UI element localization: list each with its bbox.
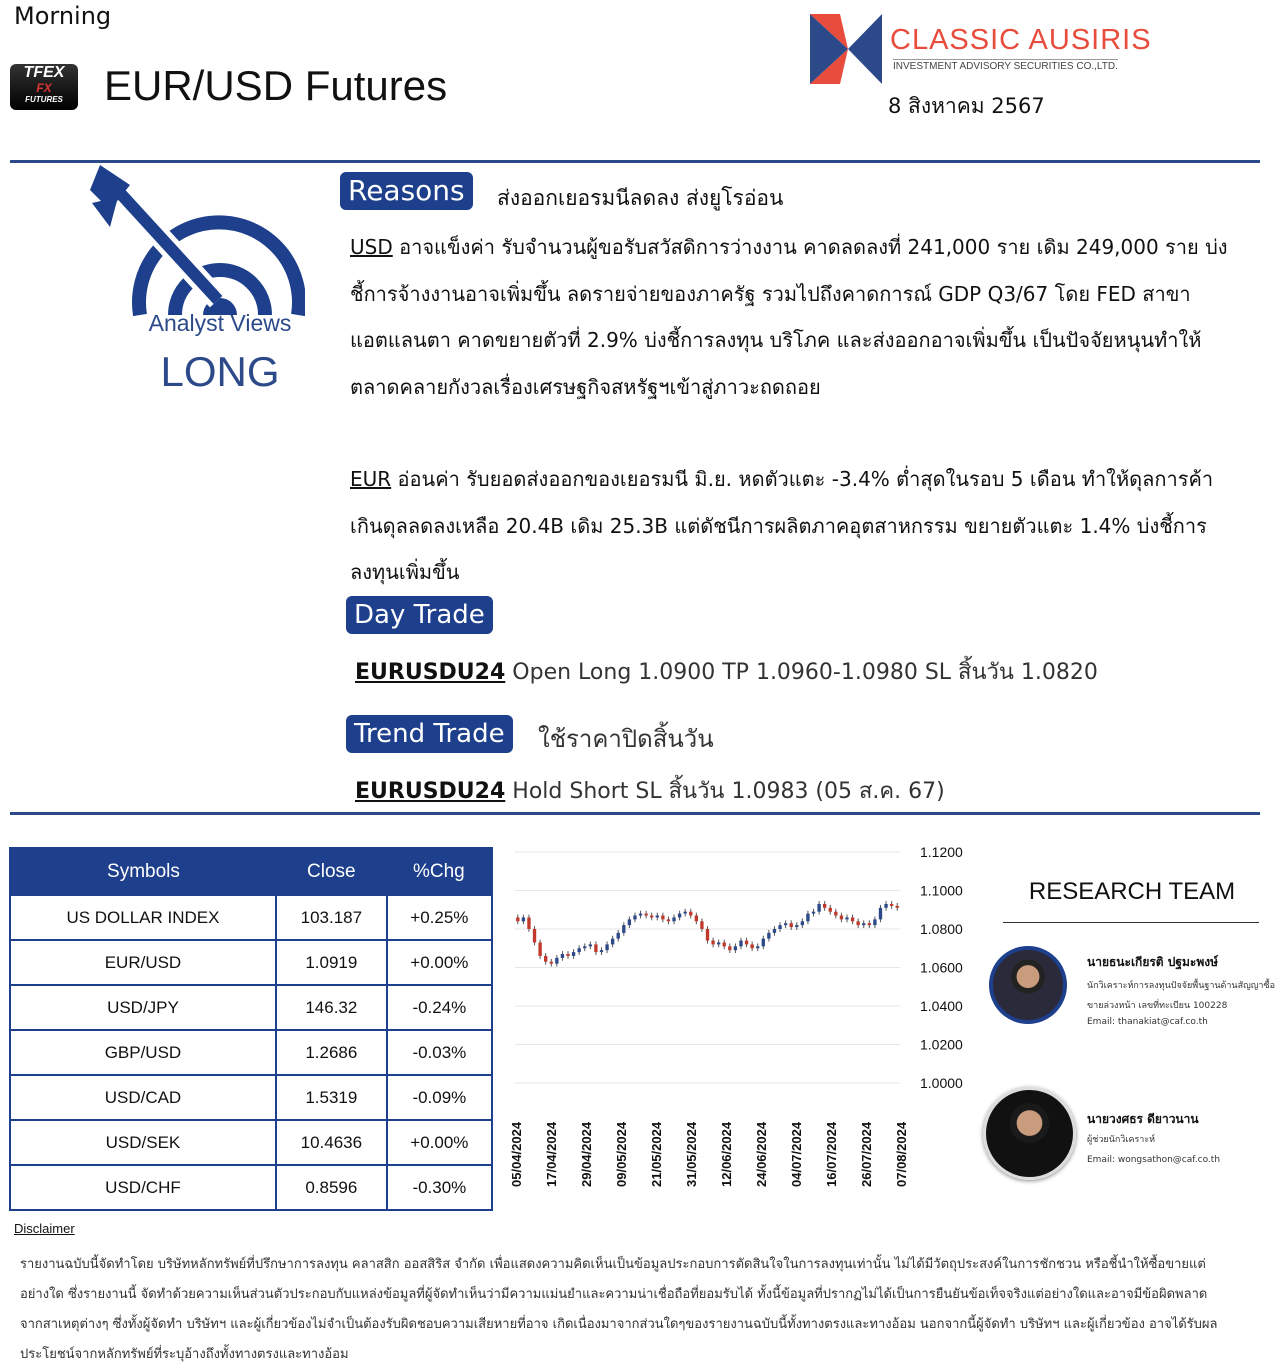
header-symbols: Symbols xyxy=(10,848,276,895)
trend-trade-tag: Trend Trade xyxy=(346,715,513,753)
day-trade-line xyxy=(355,654,1098,689)
symbol-cell: EUR/USD xyxy=(10,940,276,985)
candle-body xyxy=(589,944,592,946)
member-2-role: ผู้ช่วยนักวิเคราะห์ xyxy=(1087,1135,1156,1145)
candle-body xyxy=(829,908,832,912)
y-tick-label: 1.1200 xyxy=(920,844,963,860)
close-cell: 1.0919 xyxy=(276,940,387,985)
symbol-cell: USD/CHF xyxy=(10,1165,276,1210)
avatar xyxy=(983,1087,1076,1180)
logo-text-2: FX xyxy=(36,81,52,95)
close-cell: 1.2686 xyxy=(276,1030,387,1075)
candle-body xyxy=(717,942,720,944)
member-1-email: Email: thanakiat@caf.co.th xyxy=(1087,1017,1208,1027)
header-chg: %Chg xyxy=(387,848,492,895)
candle-body xyxy=(801,921,804,925)
disclaimer-text: รายงานฉบับนี้จัดทำโดย บริษัทหลักทรัพย์ที่ปรึกษาการลงทุน คลาสสิก ออสสิริส จำกัด เพื่อแสดงความคิดเห็นเป็นข้อมูลประกอบการตัดสินใจในการลงทุนเท่านั้น ไม่ได้มีวัตถุประสงค์ในการชักชวน หรือชี้นำให้ซื้อขายแต่อย่างใด ซึ่งรายงานนี้ จัดทำด้วยความเห็นส่วนตัวประกอบกับแหล่งข้อมูลที่ผู้จัดทำเห็นว่ามีความแม่นยำและความน่าเชื่อถือที่ยอมรับได้ ทั้งนี้ข้อมูลที่ปรากฏไม่ได้เป็นการยืนยันข้อเท็จจริงแต่อย่างใดและอาจมีข้อผิดพลาดจากสาเหตุต่างๆ ซึ่งทั้งผู้จัดทำ บริษัทฯ และผู้เกี่ยวข้องไม่จำเป็นต้องรับผิดชอบความเสียหายที่อาจ เกิดเนื่องมาจากส่วนใดๆของรายงานฉบับนี้ทั้งทางตรงและทางอ้อม นอกจากนี้ผู้จัดทำ บริษัทฯ และผู้เกี่ยวข้อง อาจได้รับผลประโยชน์จากหลักทรัพย์ที่ระบุอ้างถึงทั้งทางตรงและทางอ้อม xyxy=(20,1257,1218,1362)
candle-body xyxy=(784,923,787,925)
candle-body xyxy=(639,914,642,916)
candle-body xyxy=(823,904,826,908)
candle-body xyxy=(773,929,776,933)
candle-body xyxy=(622,925,625,933)
candle-body xyxy=(577,948,580,952)
candle-body xyxy=(617,933,620,939)
session-label: Morning xyxy=(14,2,112,30)
candle-body xyxy=(555,958,558,964)
header-divider xyxy=(10,160,1260,163)
candle-body xyxy=(745,941,748,945)
y-tick-label: 1.0400 xyxy=(920,998,963,1014)
x-tick-label: 21/05/2024 xyxy=(649,1121,664,1187)
usd-text: อาจแข็งค่า รับจำนวนผู้ขอรับสวัสดิการว่างงาน คาดลดลงที่ 241,000 ราย เดิม 249,000 ราย บ่งชี้การจ้างงานอาจเพิ่มขึ้น ลดรายจ่ายของภาครัฐ รวมไปถึงคาดการณ์ GDP Q3/67 โดย FED สาขาแอตแลนตา คาดขยายตัวที่ 2.9% บ่งชี้การลงทุน บริโภค และส่งออกอาจเพิ่มขึ้น เป็นปัจจัยหนุนทำให้ตลาดคลายกังวลเรื่องเศรษฐกิจสหรัฐฯเข้าสู่ภาวะถดถอย xyxy=(350,235,1228,399)
x-tick-label: 26/07/2024 xyxy=(859,1121,874,1187)
y-tick-label: 1.0000 xyxy=(920,1075,963,1091)
candle-body xyxy=(633,916,636,920)
x-tick-label: 12/06/2024 xyxy=(719,1121,734,1187)
x-tick-label: 09/05/2024 xyxy=(614,1121,629,1187)
trend-trade-note: ใช้ราคาปิดสิ้นวัน xyxy=(538,725,714,753)
usd-label: USD xyxy=(350,235,393,259)
candle-body xyxy=(544,956,547,962)
candle-body xyxy=(884,904,887,908)
candle-body xyxy=(896,906,899,908)
candle-body xyxy=(628,919,631,925)
symbol-cell: USD/CAD xyxy=(10,1075,276,1120)
candle-body xyxy=(550,962,553,964)
candle-body xyxy=(739,941,742,947)
x-tick-label: 07/08/2024 xyxy=(894,1121,909,1187)
eur-label: EUR xyxy=(350,467,392,491)
candle-body xyxy=(845,917,848,919)
quote-row xyxy=(10,1120,492,1165)
candle-body xyxy=(778,925,781,929)
quote-row xyxy=(10,1030,492,1075)
chg-cell: -0.24% xyxy=(387,985,492,1030)
section-divider xyxy=(10,812,1260,815)
chg-cell: -0.03% xyxy=(387,1030,492,1075)
x-tick-label: 29/04/2024 xyxy=(579,1121,594,1187)
candle-body xyxy=(834,912,837,916)
quote-row xyxy=(10,940,492,985)
candle-body xyxy=(706,929,709,941)
candle-body xyxy=(890,904,893,906)
candle-body xyxy=(734,946,737,950)
candle-body xyxy=(879,908,882,920)
x-tick-label: 04/07/2024 xyxy=(789,1121,804,1187)
y-tick-label: 1.0200 xyxy=(920,1036,963,1053)
candle-body xyxy=(700,921,703,929)
day-trade-text: Open Long 1.0900 TP 1.0960-1.0980 SL สิ้นวัน 1.0820 xyxy=(505,660,1098,685)
eurusd-candlestick-chart xyxy=(505,835,985,1195)
candle-body xyxy=(684,912,687,914)
eur-paragraph xyxy=(350,456,1230,596)
candle-body xyxy=(538,942,541,955)
company-name: CLASSIC AUSIRIS xyxy=(890,24,1152,56)
chg-cell: +0.25% xyxy=(387,895,492,940)
chg-cell: +0.00% xyxy=(387,1120,492,1165)
page-title: EUR/USD Futures xyxy=(104,62,448,109)
candle-body xyxy=(817,904,820,912)
candle-body xyxy=(840,916,843,920)
y-tick-label: 1.0800 xyxy=(920,921,963,937)
x-tick-label: 17/04/2024 xyxy=(544,1121,559,1187)
disclaimer-title: Disclaimer xyxy=(14,1221,75,1236)
candle-body xyxy=(594,944,597,952)
header-close: Close xyxy=(276,848,387,895)
member-1-name: นายธนะเกียรติ ปฐมะพงษ์ xyxy=(1087,955,1219,969)
logo-text-1: TFEX xyxy=(23,64,65,81)
candle-body xyxy=(566,954,569,956)
quote-row xyxy=(10,1075,492,1120)
candle-body xyxy=(661,916,664,920)
candle-body xyxy=(767,933,770,939)
company-subtitle: INVESTMENT ADVISORY SECURITIES CO.,LTD. xyxy=(893,61,1118,72)
trend-trade-line xyxy=(355,773,945,808)
symbol-cell: GBP/USD xyxy=(10,1030,276,1075)
x-tick-label: 31/05/2024 xyxy=(684,1121,699,1187)
day-trade-symbol: EURUSDU24 xyxy=(355,660,506,685)
quotes-header-row xyxy=(10,848,492,895)
candle-body xyxy=(756,946,759,948)
candle-body xyxy=(644,914,647,916)
candle-body xyxy=(856,921,859,925)
close-cell: 103.187 xyxy=(276,895,387,940)
quote-row xyxy=(10,1165,492,1210)
candle-body xyxy=(672,917,675,921)
close-cell: 146.32 xyxy=(276,985,387,1030)
candle-body xyxy=(667,919,670,921)
symbol-cell: USD/JPY xyxy=(10,985,276,1030)
candle-body xyxy=(678,914,681,918)
y-tick-label: 1.1000 xyxy=(920,882,963,899)
quote-row xyxy=(10,985,492,1030)
candle-body xyxy=(522,917,525,921)
member-2-name: นายวงศธร ดียาวนาน xyxy=(1087,1112,1199,1126)
report-date: 8 สิงหาคม 2567 xyxy=(888,94,1045,118)
member-1-role: นักวิเคราะห์การลงทุนปัจจัยพื้นฐานด้านสัญญาซื้อขายล่วงหน้า เลขที่ทะเบียน 100228 xyxy=(1087,981,1275,1011)
analyst-views-label: Analyst Views xyxy=(148,310,292,336)
avatar xyxy=(989,946,1067,1024)
x-tick-label: 16/07/2024 xyxy=(824,1121,839,1187)
candle-body xyxy=(862,923,865,925)
member-2-email: Email: wongsathon@caf.co.th xyxy=(1087,1155,1221,1165)
candle-body xyxy=(728,946,731,950)
trend-trade-text: Hold Short SL สิ้นวัน 1.0983 (05 ส.ค. 67) xyxy=(505,779,945,804)
reasons-headline: ส่งออกเยอรมนีลดลง ส่งยูโรอ่อน xyxy=(497,186,784,210)
candle-body xyxy=(695,916,698,922)
quote-row xyxy=(10,895,492,940)
candle-body xyxy=(516,917,519,921)
symbol-cell: US DOLLAR INDEX xyxy=(10,895,276,940)
candle-body xyxy=(812,912,815,914)
research-title-underline xyxy=(1003,922,1259,923)
research-team-title: RESEARCH TEAM xyxy=(1028,878,1236,905)
candle-body xyxy=(572,952,575,956)
chg-cell: +0.00% xyxy=(387,940,492,985)
candle-body xyxy=(611,939,614,945)
candle-body xyxy=(527,917,530,929)
close-cell: 1.5319 xyxy=(276,1075,387,1120)
candle-body xyxy=(762,939,765,947)
candle-body xyxy=(650,916,653,918)
symbol-cell: USD/SEK xyxy=(10,1120,276,1165)
candle-body xyxy=(795,925,798,927)
quotes-table xyxy=(9,847,493,1211)
candle-body xyxy=(851,917,854,921)
day-trade-tag: Day Trade xyxy=(346,596,493,634)
candle-body xyxy=(561,954,564,958)
eur-text: อ่อนค่า รับยอดส่งออกของเยอรมนี มิ.ย. หดตัวแตะ -3.4% ต่ำสุดในรอบ 5 เดือน ทำให้ดุลการค้า เกินดุลลดลงเหลือ 20.4B เดิม 25.3B แต่ดัชนีการผลิตภาคอุตสาหกรรม ขยายตัวแตะ 1.4% บ่งชี้การลงทุนเพิ่มขึ้น xyxy=(350,467,1214,584)
tfex-logo xyxy=(10,64,78,110)
candle-body xyxy=(790,923,793,927)
candle-body xyxy=(806,914,809,922)
company-logo-icon xyxy=(810,14,882,84)
candle-body xyxy=(689,912,692,916)
candle-body xyxy=(605,944,608,950)
x-tick-label: 05/04/2024 xyxy=(509,1121,524,1187)
candle-body xyxy=(656,916,659,918)
candle-body xyxy=(873,919,876,925)
chg-cell: -0.30% xyxy=(387,1165,492,1210)
usd-paragraph xyxy=(350,224,1230,410)
close-cell: 0.8596 xyxy=(276,1165,387,1210)
candle-body xyxy=(868,923,871,925)
candle-body xyxy=(723,942,726,946)
candle-body xyxy=(711,941,714,945)
analyst-view-value: LONG xyxy=(160,348,280,395)
target-dart-icon xyxy=(90,165,305,320)
candle-body xyxy=(600,950,603,952)
logo-text-3: FUTURES xyxy=(25,95,63,104)
y-tick-label: 1.0600 xyxy=(920,959,963,976)
reasons-tag: Reasons xyxy=(340,172,473,210)
candle-body xyxy=(533,929,536,942)
trend-trade-symbol: EURUSDU24 xyxy=(355,779,506,804)
candle-body xyxy=(750,944,753,948)
chg-cell: -0.09% xyxy=(387,1075,492,1120)
candle-body xyxy=(583,946,586,948)
close-cell: 10.4636 xyxy=(276,1120,387,1165)
x-tick-label: 24/06/2024 xyxy=(754,1121,769,1187)
